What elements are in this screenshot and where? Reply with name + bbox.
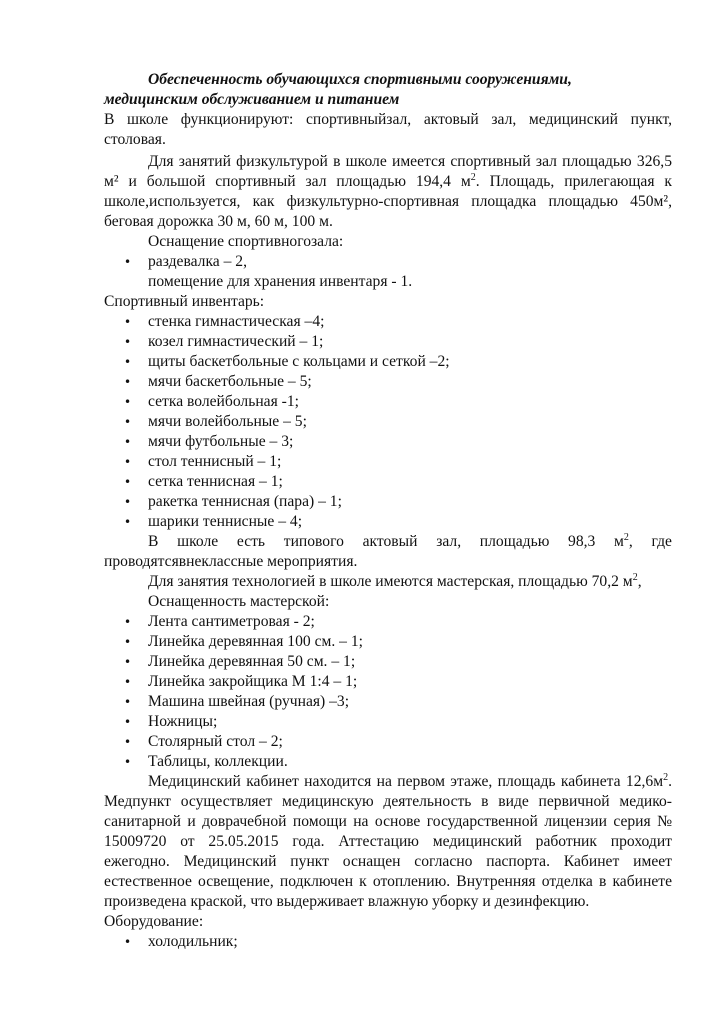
equipment-title: Оборудование: xyxy=(104,913,204,930)
hall-paragraph-text-1: В школе есть типового актовый зал, площадью 98,3 м xyxy=(148,533,624,550)
sports-inventory-title: Спортивный инвентарь: xyxy=(104,293,265,310)
sports-inventory-list xyxy=(104,312,672,532)
list-item xyxy=(104,652,672,672)
list-item-text: козел гимнастический – 1; xyxy=(148,333,324,350)
list-item-text: стол теннисный – 1; xyxy=(148,453,282,470)
heading-line-2: медицинским обслуживанием и питанием xyxy=(104,91,400,108)
bullet-icon: • xyxy=(124,615,132,629)
equipment-list xyxy=(104,932,672,952)
list-item xyxy=(104,672,672,692)
list-item-text: Лента сантиметровая - 2; xyxy=(148,613,315,630)
gym-paragraph-superscript: 2 xyxy=(470,171,476,183)
intro-paragraph: В школе функционируют: спортивныйзал, актовый зал, медицинский пункт, столовая. xyxy=(104,111,672,148)
medical-paragraph xyxy=(104,772,672,912)
bullet-icon: • xyxy=(124,415,132,429)
gym-paragraph xyxy=(104,152,672,232)
list-item-text: раздевалка – 2, xyxy=(148,253,247,270)
list-item xyxy=(104,512,672,532)
list-item xyxy=(104,932,672,952)
workshop-paragraph-superscript: 2 xyxy=(632,571,638,583)
bullet-icon: • xyxy=(124,515,132,529)
bullet-icon: • xyxy=(124,375,132,389)
list-item xyxy=(104,452,672,472)
list-item xyxy=(104,752,672,772)
list-item-text: Таблицы, коллекции. xyxy=(148,753,288,770)
list-item xyxy=(104,692,672,712)
list-item xyxy=(104,612,672,632)
list-item-text: Линейка деревянная 100 см. – 1; xyxy=(148,633,363,650)
list-item-text: холодильник; xyxy=(148,933,238,950)
heading-line-1: Обеспеченность обучающихся спортивными сооружениями, xyxy=(148,71,572,88)
workshop-paragraph-text-2: , xyxy=(637,573,642,590)
bullet-icon: • xyxy=(124,635,132,649)
bullet-icon: • xyxy=(124,335,132,349)
gym-equipment-title: Оснащение спортивногозала: xyxy=(148,233,344,250)
list-item-text: сетка теннисная – 1; xyxy=(148,473,283,490)
bullet-icon: • xyxy=(124,755,132,769)
list-item-text: ракетка теннисная (пара) – 1; xyxy=(148,493,342,510)
workshop-equipment-list xyxy=(104,612,672,772)
bullet-icon: • xyxy=(124,455,132,469)
hall-paragraph xyxy=(104,532,672,572)
list-item xyxy=(104,252,672,272)
list-item xyxy=(104,312,672,332)
hall-paragraph-text-2: , где проводятсявнеклассные мероприятия. xyxy=(104,533,672,570)
list-item xyxy=(104,412,672,432)
list-item-text: мячи волейбольные – 5; xyxy=(148,413,307,430)
bullet-icon: • xyxy=(124,495,132,509)
list-item xyxy=(104,732,672,752)
list-item xyxy=(104,492,672,512)
hall-paragraph-superscript: 2 xyxy=(623,531,629,543)
workshop-paragraph-text-1: Для занятия технологией в школе имеются мастерская, площадью 70,2 м xyxy=(148,573,633,590)
list-item xyxy=(104,332,672,352)
bullet-icon: • xyxy=(124,475,132,489)
bullet-icon: • xyxy=(124,675,132,689)
list-item-text: Столярный стол – 2; xyxy=(148,733,283,750)
medical-paragraph-superscript: 2 xyxy=(663,771,669,783)
list-item xyxy=(104,472,672,492)
list-item-text: сетка волейбольная -1; xyxy=(148,393,299,410)
gym-paragraph-text-2: . Площадь, прилегающая к школе,используется, как физкультурно-спортивная площадка площадью 450м², беговая дорожка 30 м, 60 м, 100 м. xyxy=(104,173,673,230)
document-heading xyxy=(104,70,672,110)
bullet-icon: • xyxy=(124,255,132,269)
bullet-icon: • xyxy=(124,655,132,669)
list-item xyxy=(104,272,672,292)
list-item xyxy=(104,712,672,732)
bullet-icon: • xyxy=(124,715,132,729)
bullet-icon: • xyxy=(124,695,132,709)
bullet-icon: • xyxy=(124,395,132,409)
list-item xyxy=(104,372,672,392)
list-item-text: Машина швейная (ручная) –3; xyxy=(148,693,350,710)
list-item xyxy=(104,632,672,652)
list-item-text: мячи футбольные – 3; xyxy=(148,433,294,450)
gym-paragraph-text-1: Для занятий физкультурой в школе имеется спортивный зал площадью 326,5 м² и большой спортивный зал площадью 194,4 м xyxy=(104,153,672,190)
list-item-text: Линейка закройщика М 1:4 – 1; xyxy=(148,673,358,690)
document-page xyxy=(104,70,672,952)
list-item-text: Ножницы; xyxy=(148,713,218,730)
list-item-text: стенка гимнастическая –4; xyxy=(148,313,325,330)
list-item-text: Линейка деревянная 50 см. – 1; xyxy=(148,653,356,670)
list-item-text: мячи баскетбольные – 5; xyxy=(148,373,312,390)
workshop-equipment-title: Оснащенность мастерской: xyxy=(148,593,330,610)
gym-equipment-list xyxy=(104,252,672,292)
list-item-text: помещение для хранения инвентаря - 1. xyxy=(148,273,413,290)
bullet-icon: • xyxy=(124,355,132,369)
bullet-icon: • xyxy=(124,435,132,449)
bullet-icon: • xyxy=(124,735,132,749)
list-item xyxy=(104,352,672,372)
list-item-text: щиты баскетбольные с кольцами и сеткой –2; xyxy=(148,353,450,370)
bullet-icon: • xyxy=(124,315,132,329)
medical-paragraph-text-1: Медицинский кабинет находится на первом этаже, площадь кабинета 12,6м xyxy=(148,773,664,790)
bullet-icon: • xyxy=(124,935,132,949)
workshop-paragraph xyxy=(104,572,672,592)
list-item xyxy=(104,432,672,452)
medical-paragraph-text-2: . Медпункт осуществляет медицинскую деятельность в виде первичной медико-санитарной и доврачебной помощи на основе государственной лицензии серия № 15009720 от 25.05.2015 года. Аттестацию медицинский работник проходит ежегодно. Медицинский пункт оснащен согласно паспорта. Кабинет имеет естественное освещение, подключен к отоплению. Внутренняя отделка в кабинете произведена краской, что выдерживает влажную уборку и дезинфекцию. xyxy=(104,773,672,910)
list-item xyxy=(104,392,672,412)
list-item-text: шарики теннисные – 4; xyxy=(148,513,303,530)
